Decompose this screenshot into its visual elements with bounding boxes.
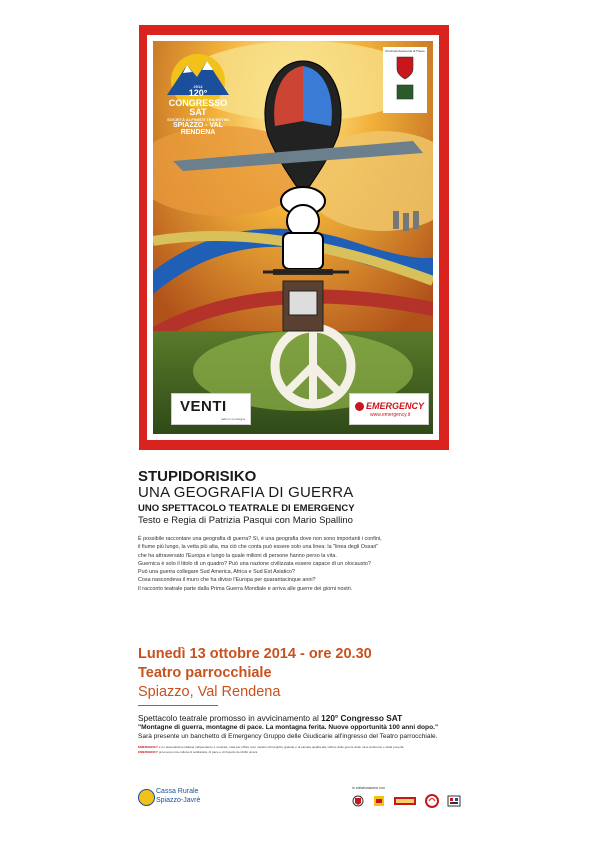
emergency-wordmark: EMERGENCY — [366, 401, 425, 411]
sat-year: 2014 — [193, 84, 203, 89]
sponsor-line1: Cassa Rurale — [156, 788, 199, 795]
description-line: che ha attraversato l'Europa e lungo la quale milioni di persone hanno perso la vita. — [138, 552, 337, 559]
bank-icon — [138, 789, 155, 806]
poster-artwork — [153, 41, 433, 434]
promo-highlight: 120° Congresso SAT — [321, 713, 403, 723]
promo-motto: "Montagne di guerra, montagne di pace. La montagna ferita. Nuove opportunità 100 anni dopo." — [138, 724, 439, 731]
institution-logos — [383, 47, 427, 113]
collab-label: in collaborazione con — [352, 786, 385, 790]
sat-subtitle: SOCIETÀ ALPINISTI TRIDENTINI — [167, 116, 229, 122]
promo-text: Spettacolo teatrale promosso in avvicinamento al — [138, 713, 322, 723]
description-line: Guernica è solo il titolo di un quadro? Può una nazione civilizzata essere capace di un olocausto? — [138, 560, 371, 567]
promo-banquet: Sarà presente un banchetto di Emergency Gruppo delle Giudicarie all'ingresso del Teatro parrocchiale. — [138, 733, 438, 740]
event-venue: Teatro parrocchiale — [138, 665, 272, 681]
fine-print-text: promuove una cultura di solidarietà, di pace e di rispetto dei diritti umani. — [157, 749, 259, 754]
event-town: Spiazzo, Val Rendena — [138, 684, 281, 700]
collab-logo-1-icon — [353, 796, 363, 806]
sat-title: 120° CONGRESSO SAT — [168, 88, 228, 118]
event-date: Lunedì 13 ottobre 2014 - ore 20.30 — [138, 646, 372, 662]
description-line: È possibile raccontare una geografia di guerra? Sì, è una geografia dove non sono importanti i confini, — [138, 536, 382, 542]
collab-logos — [352, 793, 464, 809]
description-line: Cosa nascondeva il muro che ha diviso l'Europa per quarantacinque anni? — [138, 577, 316, 584]
show-type: UNO SPETTACOLO TEATRALE DI EMERGENCY — [138, 503, 355, 514]
promo-line — [138, 713, 402, 723]
collab-logo-5-icon — [448, 796, 460, 806]
venti-logo — [171, 393, 251, 425]
emergency-logo — [349, 393, 429, 425]
venti-wordmark: VENTI — [180, 398, 227, 415]
collab-logo-2-icon — [374, 796, 384, 806]
description-line: Il racconto teatrale parte dalla Prima Guerra Mondiale e arriva alle guerre dei giorni nostri. — [138, 585, 353, 592]
page-title: STUPIDORISIKO — [138, 468, 257, 485]
emergency-icon — [355, 402, 364, 411]
fine-print — [138, 745, 468, 754]
emergency-url: www.emergency.it — [370, 412, 411, 418]
collab-logo-4-icon — [426, 795, 438, 807]
description-line: il fiume più lungo, la vetta più alta, ma ciò che conta può essere solo una linea: la "linea degli Ossari" — [138, 544, 379, 551]
fine-print-text: è un associazione italiana indipendente e neutrale, nata per offrire cure medico-chirurgiche gratuite e di elevata qualità alle vittime delle guerre delle mine antiuomo e della povertà. — [157, 745, 405, 749]
fine-print-lead: EMERGENCY — [138, 749, 158, 754]
institution-label: Provincia Autonoma di Trento — [385, 49, 425, 53]
credits: Testo e Regia di Patrizia Pasqui con Mario Spallino — [138, 515, 353, 526]
poster-frame — [139, 25, 449, 450]
coat-of-arms-icon — [383, 53, 427, 109]
description-line: Può una guerra collegare Sud America, Africa e Sud Est Asiatico? — [138, 569, 296, 576]
sat-place: SPIAZZO - VAL RENDENA — [172, 121, 224, 137]
sponsor-logo — [138, 787, 208, 809]
collab-logo-3-icon — [394, 797, 416, 805]
poster-inner — [147, 35, 439, 440]
fine-print-lead: EMERGENCY — [138, 745, 158, 749]
page-subtitle: UNA GEOGRAFIA DI GUERRA — [138, 484, 354, 501]
divider — [138, 705, 218, 706]
fine-print-line — [138, 750, 468, 755]
sponsor-line2: Spiazzo-Javrè — [156, 797, 201, 804]
venti-tagline: radio in montagna — [220, 417, 245, 421]
description — [138, 535, 468, 593]
sat-badge-text — [159, 85, 237, 136]
